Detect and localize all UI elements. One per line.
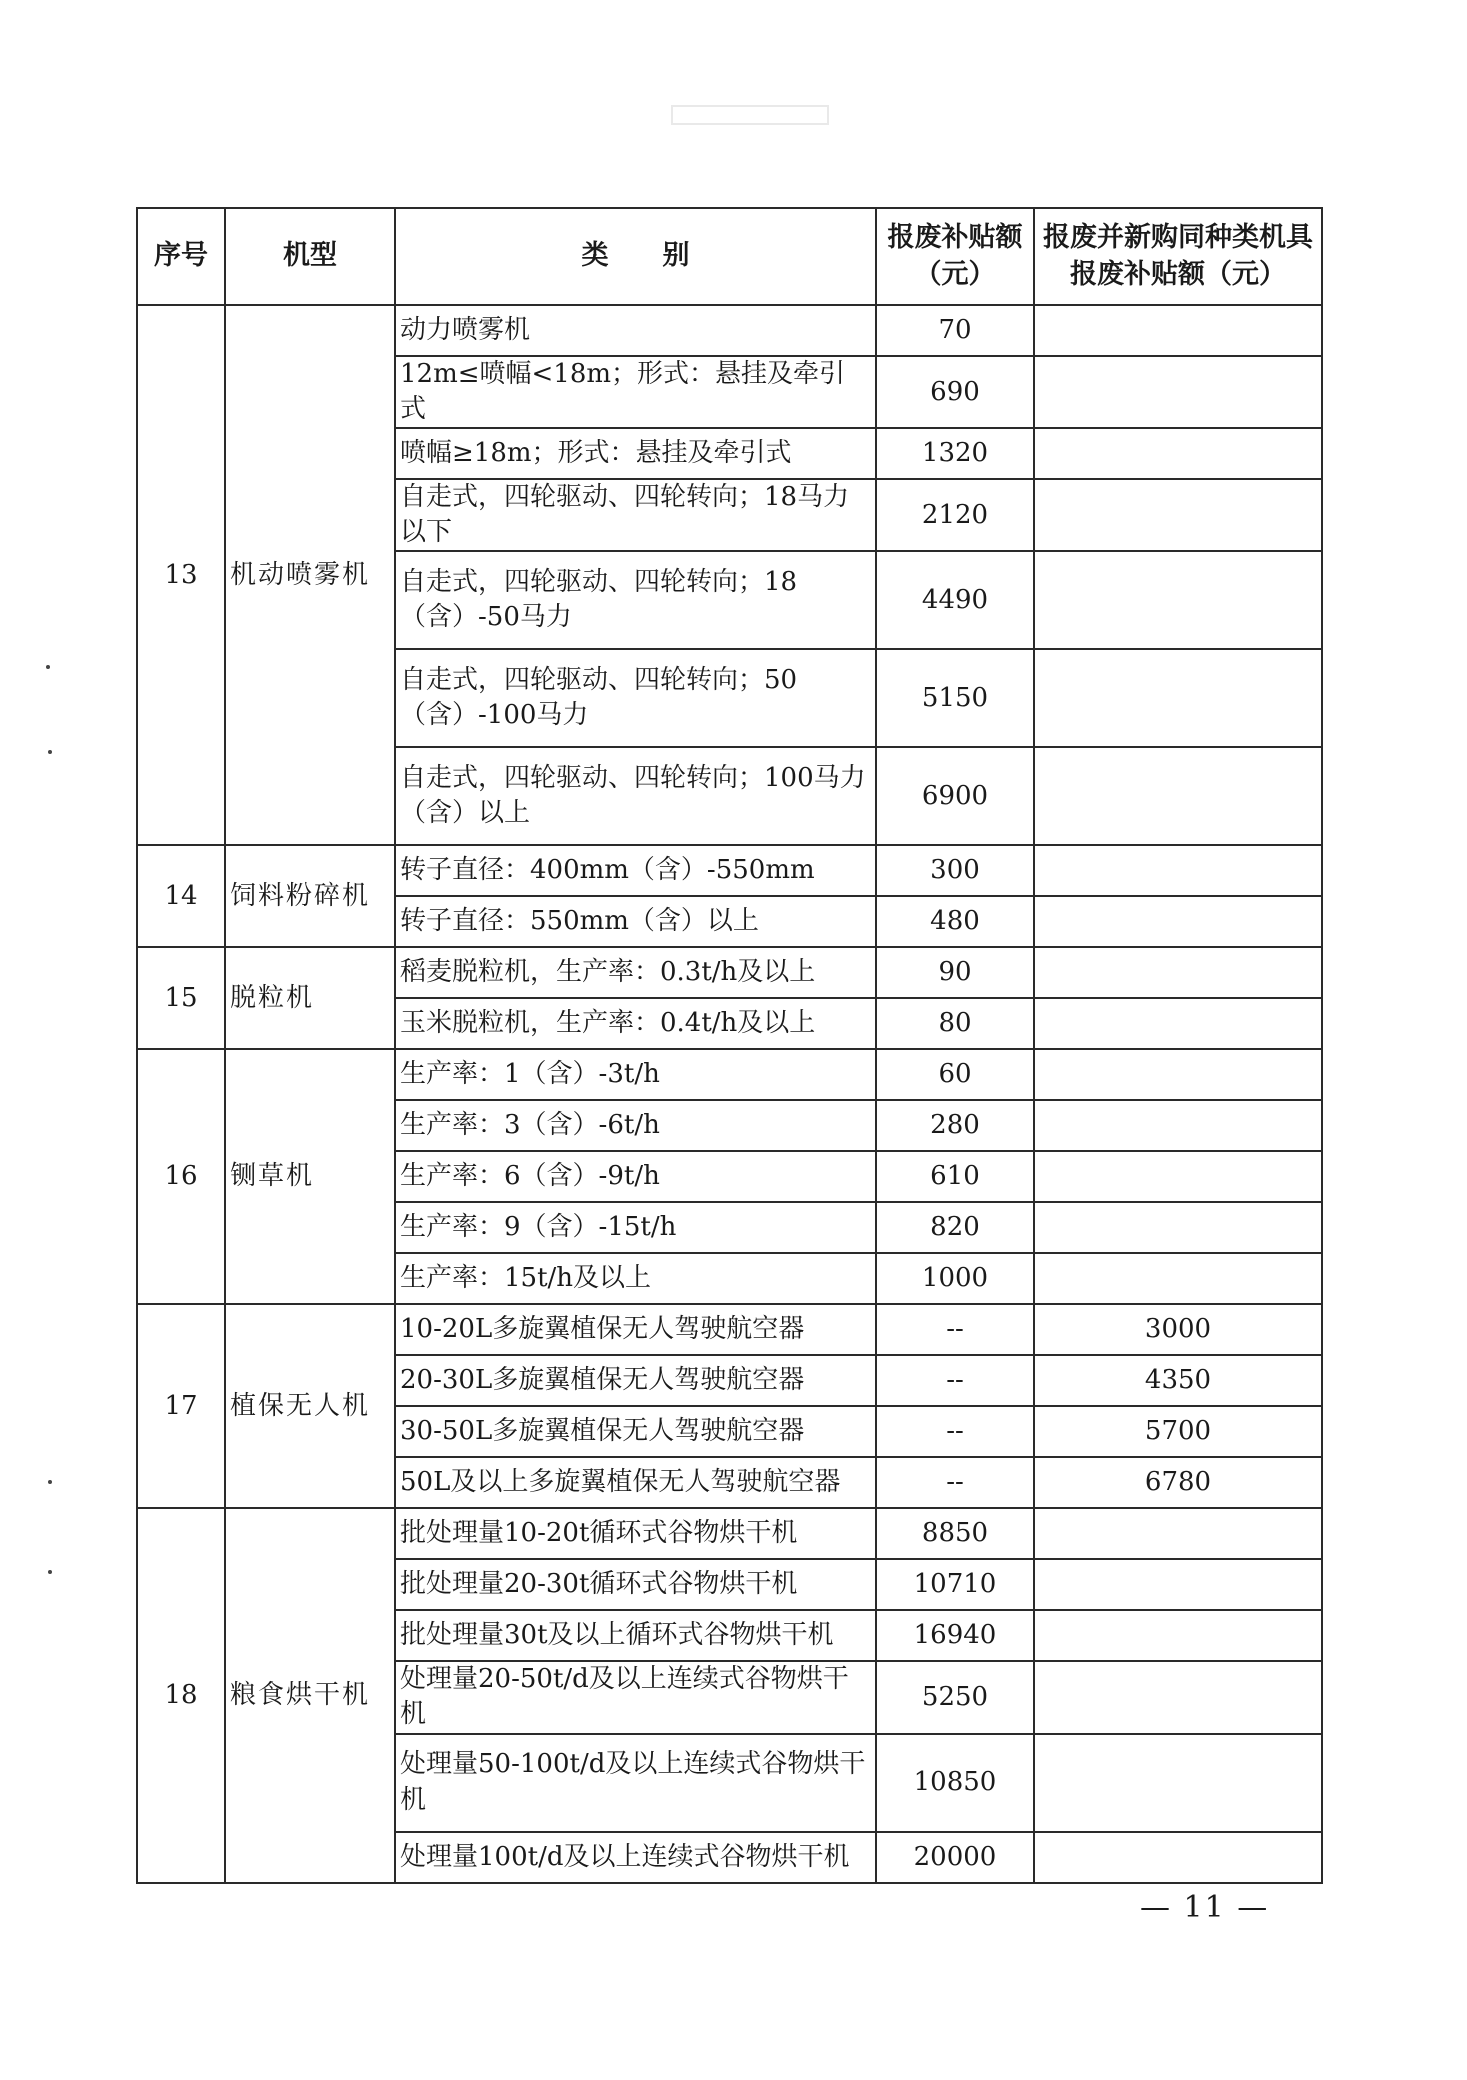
- row-subsidy: 10710: [876, 1559, 1034, 1610]
- row-category: 批处理量10-20t循环式谷物烘干机: [395, 1508, 876, 1559]
- row-subsidy-new: 6780: [1034, 1457, 1322, 1508]
- header-subsidy-new: 报废并新购同种类机具报废补贴额（元）: [1034, 208, 1322, 305]
- row-seq: 14: [137, 845, 225, 947]
- row-subsidy-new: [1034, 1151, 1322, 1202]
- header-subsidy: 报废补贴额（元）: [876, 208, 1034, 305]
- row-subsidy-new: [1034, 1610, 1322, 1661]
- row-subsidy-new: [1034, 1734, 1322, 1832]
- row-subsidy-new: [1034, 1559, 1322, 1610]
- row-subsidy: 610: [876, 1151, 1034, 1202]
- row-category: 喷幅≥18m；形式：悬挂及牵引式: [395, 428, 876, 479]
- row-subsidy: 16940: [876, 1610, 1034, 1661]
- row-subsidy-new: [1034, 305, 1322, 356]
- row-subsidy: --: [876, 1355, 1034, 1406]
- row-subsidy: 6900: [876, 747, 1034, 845]
- row-category: 生产率：9（含）-15t/h: [395, 1202, 876, 1253]
- row-subsidy-new: [1034, 1100, 1322, 1151]
- row-subsidy: 10850: [876, 1734, 1034, 1832]
- row-category: 自走式，四轮驱动、四轮转向；50（含）-100马力: [395, 649, 876, 747]
- row-subsidy-new: [1034, 1202, 1322, 1253]
- row-subsidy-new: [1034, 428, 1322, 479]
- row-model: 机动喷雾机: [225, 305, 395, 845]
- row-model: 铡草机: [225, 1049, 395, 1304]
- row-category: 20-30L多旋翼植保无人驾驶航空器: [395, 1355, 876, 1406]
- row-subsidy-new: [1034, 479, 1322, 551]
- row-subsidy: --: [876, 1304, 1034, 1355]
- row-subsidy-new: [1034, 1508, 1322, 1559]
- table-row: [137, 947, 1322, 998]
- row-subsidy: 1320: [876, 428, 1034, 479]
- table-row: [137, 1304, 1322, 1355]
- row-subsidy: 1000: [876, 1253, 1034, 1304]
- row-subsidy: 90: [876, 947, 1034, 998]
- row-subsidy: 8850: [876, 1508, 1034, 1559]
- row-subsidy: 5150: [876, 649, 1034, 747]
- row-subsidy: 2120: [876, 479, 1034, 551]
- row-category: 转子直径：400mm（含）-550mm: [395, 845, 876, 896]
- header-category: 类 别: [395, 208, 876, 305]
- row-model: 粮食烘干机: [225, 1508, 395, 1882]
- header-seq: 序号: [137, 208, 225, 305]
- row-subsidy-new: 4350: [1034, 1355, 1322, 1406]
- row-subsidy-new: 5700: [1034, 1406, 1322, 1457]
- row-subsidy-new: [1034, 845, 1322, 896]
- row-subsidy-new: [1034, 747, 1322, 845]
- row-subsidy-new: [1034, 356, 1322, 428]
- row-seq: 15: [137, 947, 225, 1049]
- row-subsidy: 280: [876, 1100, 1034, 1151]
- row-seq: 17: [137, 1304, 225, 1508]
- row-category: 稻麦脱粒机，生产率：0.3t/h及以上: [395, 947, 876, 998]
- row-model: 脱粒机: [225, 947, 395, 1049]
- subsidy-table: [136, 207, 1323, 1884]
- row-subsidy-new: [1034, 998, 1322, 1049]
- row-subsidy-new: [1034, 1832, 1322, 1883]
- row-category: 自走式，四轮驱动、四轮转向；18马力以下: [395, 479, 876, 551]
- row-subsidy: 480: [876, 896, 1034, 947]
- row-category: 处理量20-50t/d及以上连续式谷物烘干机: [395, 1661, 876, 1733]
- row-model: 饲料粉碎机: [225, 845, 395, 947]
- scan-speck-icon: [48, 1570, 52, 1574]
- row-category: 处理量50-100t/d及以上连续式谷物烘干机: [395, 1734, 876, 1832]
- row-seq: 13: [137, 305, 225, 845]
- row-category: 30-50L多旋翼植保无人驾驶航空器: [395, 1406, 876, 1457]
- row-category: 生产率：6（含）-9t/h: [395, 1151, 876, 1202]
- row-category: 自走式，四轮驱动、四轮转向；18（含）-50马力: [395, 551, 876, 649]
- row-category: 自走式，四轮驱动、四轮转向；100马力（含）以上: [395, 747, 876, 845]
- row-subsidy-new: 3000: [1034, 1304, 1322, 1355]
- scan-speck-icon: [46, 665, 50, 669]
- faded-stamp-icon: [670, 100, 830, 130]
- row-seq: 16: [137, 1049, 225, 1304]
- table-row: [137, 1508, 1322, 1559]
- header-model: 机型: [225, 208, 395, 305]
- row-subsidy-new: [1034, 1661, 1322, 1733]
- row-subsidy: 300: [876, 845, 1034, 896]
- table-row: [137, 1049, 1322, 1100]
- row-subsidy-new: [1034, 1253, 1322, 1304]
- row-subsidy: 60: [876, 1049, 1034, 1100]
- table-row: [137, 845, 1322, 896]
- row-category: 动力喷雾机: [395, 305, 876, 356]
- row-category: 处理量100t/d及以上连续式谷物烘干机: [395, 1832, 876, 1883]
- row-category: 12m≤喷幅<18m；形式：悬挂及牵引式: [395, 356, 876, 428]
- row-category: 生产率：1（含）-3t/h: [395, 1049, 876, 1100]
- page-number: — 11 —: [1140, 1890, 1270, 1925]
- row-category: 玉米脱粒机，生产率：0.4t/h及以上: [395, 998, 876, 1049]
- row-subsidy: 690: [876, 356, 1034, 428]
- row-subsidy: 4490: [876, 551, 1034, 649]
- row-subsidy-new: [1034, 1049, 1322, 1100]
- row-subsidy: --: [876, 1406, 1034, 1457]
- table-row: [137, 305, 1322, 356]
- row-category: 批处理量30t及以上循环式谷物烘干机: [395, 1610, 876, 1661]
- row-category: 10-20L多旋翼植保无人驾驶航空器: [395, 1304, 876, 1355]
- row-subsidy-new: [1034, 551, 1322, 649]
- row-category: 生产率：3（含）-6t/h: [395, 1100, 876, 1151]
- row-subsidy: 70: [876, 305, 1034, 356]
- row-subsidy-new: [1034, 896, 1322, 947]
- scan-speck-icon: [48, 1480, 52, 1484]
- row-seq: 18: [137, 1508, 225, 1882]
- row-subsidy-new: [1034, 649, 1322, 747]
- row-subsidy: 20000: [876, 1832, 1034, 1883]
- row-subsidy: 820: [876, 1202, 1034, 1253]
- row-category: 转子直径：550mm（含）以上: [395, 896, 876, 947]
- row-subsidy: 5250: [876, 1661, 1034, 1733]
- row-subsidy: --: [876, 1457, 1034, 1508]
- scan-speck-icon: [48, 750, 52, 754]
- table-header-row: [137, 208, 1322, 305]
- row-model: 植保无人机: [225, 1304, 395, 1508]
- row-category: 生产率：15t/h及以上: [395, 1253, 876, 1304]
- row-subsidy-new: [1034, 947, 1322, 998]
- row-subsidy: 80: [876, 998, 1034, 1049]
- row-category: 批处理量20-30t循环式谷物烘干机: [395, 1559, 876, 1610]
- row-category: 50L及以上多旋翼植保无人驾驶航空器: [395, 1457, 876, 1508]
- table-body: [137, 305, 1322, 1883]
